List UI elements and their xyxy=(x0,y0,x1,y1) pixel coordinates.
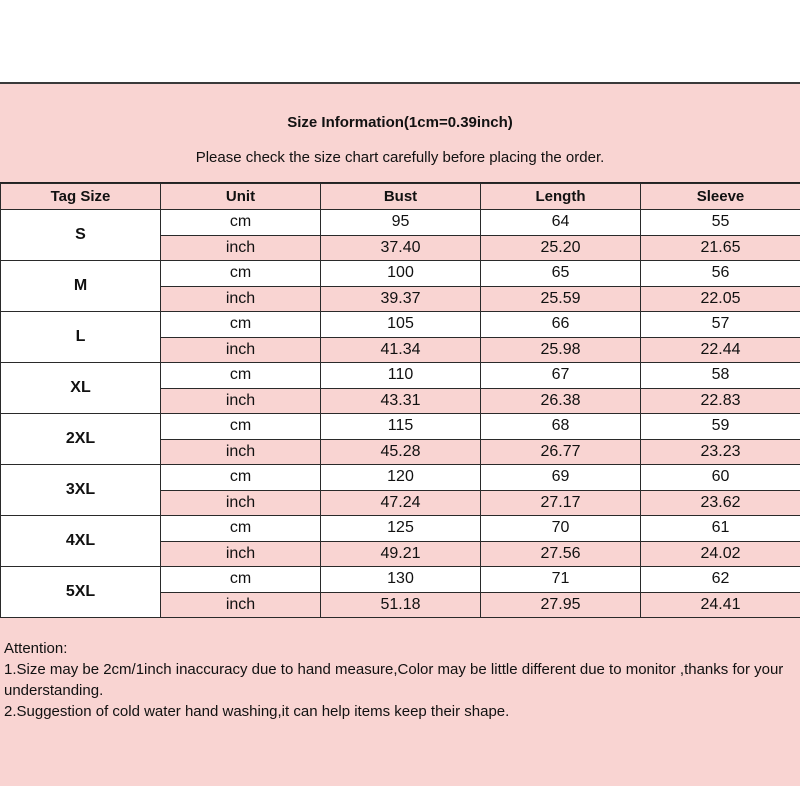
bust-cell: 47.24 xyxy=(321,490,481,516)
bust-cell: 125 xyxy=(321,516,481,542)
unit-cell: inch xyxy=(161,592,321,618)
column-header-sleeve: Sleeve xyxy=(641,184,800,210)
column-header-tag-size: Tag Size xyxy=(1,184,161,210)
sleeve-cell: 55 xyxy=(641,210,800,236)
table-row xyxy=(1,414,800,440)
sleeve-cell: 62 xyxy=(641,567,800,593)
bust-cell: 100 xyxy=(321,261,481,287)
length-cell: 25.59 xyxy=(481,286,641,312)
bust-cell: 115 xyxy=(321,414,481,440)
sleeve-cell: 60 xyxy=(641,465,800,491)
bust-cell: 95 xyxy=(321,210,481,236)
column-header-unit: Unit xyxy=(161,184,321,210)
unit-cell: cm xyxy=(161,261,321,287)
bust-cell: 110 xyxy=(321,363,481,389)
unit-cell: inch xyxy=(161,541,321,567)
bust-cell: 49.21 xyxy=(321,541,481,567)
bust-cell: 51.18 xyxy=(321,592,481,618)
sleeve-cell: 59 xyxy=(641,414,800,440)
unit-cell: cm xyxy=(161,465,321,491)
table-row xyxy=(1,363,800,389)
size-info-header xyxy=(0,84,800,183)
sleeve-cell: 23.62 xyxy=(641,490,800,516)
bust-cell: 45.28 xyxy=(321,439,481,465)
unit-cell: cm xyxy=(161,312,321,338)
table-row xyxy=(1,516,800,542)
unit-cell: cm xyxy=(161,516,321,542)
length-cell: 67 xyxy=(481,363,641,389)
unit-cell: inch xyxy=(161,235,321,261)
length-cell: 26.77 xyxy=(481,439,641,465)
length-cell: 27.17 xyxy=(481,490,641,516)
length-cell: 65 xyxy=(481,261,641,287)
sleeve-cell: 21.65 xyxy=(641,235,800,261)
length-cell: 25.98 xyxy=(481,337,641,363)
length-cell: 71 xyxy=(481,567,641,593)
table-row xyxy=(1,312,800,338)
column-header-length: Length xyxy=(481,184,641,210)
length-cell: 68 xyxy=(481,414,641,440)
sleeve-cell: 24.02 xyxy=(641,541,800,567)
unit-cell: cm xyxy=(161,567,321,593)
table-header-row xyxy=(1,184,800,210)
size-chart-table xyxy=(0,183,800,618)
unit-cell: inch xyxy=(161,286,321,312)
unit-cell: inch xyxy=(161,439,321,465)
length-cell: 70 xyxy=(481,516,641,542)
sleeve-cell: 58 xyxy=(641,363,800,389)
unit-cell: inch xyxy=(161,388,321,414)
tag-size-cell: 3XL xyxy=(1,465,161,516)
tag-size-cell: 5XL xyxy=(1,567,161,618)
table-row xyxy=(1,210,800,236)
length-cell: 25.20 xyxy=(481,235,641,261)
sleeve-cell: 22.83 xyxy=(641,388,800,414)
sleeve-cell: 22.44 xyxy=(641,337,800,363)
unit-cell: inch xyxy=(161,490,321,516)
length-cell: 64 xyxy=(481,210,641,236)
size-info-subtitle: Please check the size chart carefully before placing the order. xyxy=(195,149,605,166)
unit-cell: cm xyxy=(161,363,321,389)
attention-heading: Attention: xyxy=(4,640,68,657)
table-row xyxy=(1,567,800,593)
tag-size-cell: XL xyxy=(1,363,161,414)
table-row xyxy=(1,261,800,287)
column-header-bust: Bust xyxy=(321,184,481,210)
bust-cell: 105 xyxy=(321,312,481,338)
bust-cell: 41.34 xyxy=(321,337,481,363)
bust-cell: 39.37 xyxy=(321,286,481,312)
length-cell: 27.95 xyxy=(481,592,641,618)
sleeve-cell: 24.41 xyxy=(641,592,800,618)
sleeve-cell: 57 xyxy=(641,312,800,338)
length-cell: 27.56 xyxy=(481,541,641,567)
tag-size-cell: S xyxy=(1,210,161,261)
sleeve-cell: 23.23 xyxy=(641,439,800,465)
tag-size-cell: 2XL xyxy=(1,414,161,465)
sleeve-cell: 56 xyxy=(641,261,800,287)
sleeve-cell: 22.05 xyxy=(641,286,800,312)
bust-cell: 120 xyxy=(321,465,481,491)
tag-size-cell: 4XL xyxy=(1,516,161,567)
length-cell: 26.38 xyxy=(481,388,641,414)
attention-note-1: 1.Size may be 2cm/1inch inaccuracy due to hand measure,Color may be little different due to monitor ,thanks for your understanding. xyxy=(4,661,784,699)
length-cell: 69 xyxy=(481,465,641,491)
length-cell: 66 xyxy=(481,312,641,338)
attention-note-2: 2.Suggestion of cold water hand washing,it can help items keep their shape. xyxy=(4,703,510,720)
bust-cell: 37.40 xyxy=(321,235,481,261)
tag-size-cell: L xyxy=(1,312,161,363)
tag-size-cell: M xyxy=(1,261,161,312)
bust-cell: 43.31 xyxy=(321,388,481,414)
table-row xyxy=(1,465,800,491)
attention-notes xyxy=(0,617,800,786)
unit-cell: cm xyxy=(161,210,321,236)
bust-cell: 130 xyxy=(321,567,481,593)
unit-cell: cm xyxy=(161,414,321,440)
sleeve-cell: 61 xyxy=(641,516,800,542)
unit-cell: inch xyxy=(161,337,321,363)
size-info-title: Size Information(1cm=0.39inch) xyxy=(287,114,513,131)
